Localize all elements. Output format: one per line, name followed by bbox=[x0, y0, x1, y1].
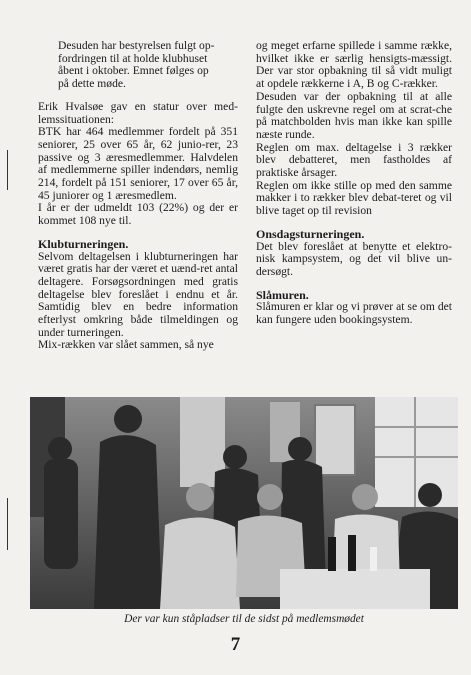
scan-edge-mark-bottom bbox=[7, 498, 8, 550]
scratch-rule-paragraph: Desuden var der opbakning til at alle fulgte den uskrevne regel om at scrat-che på matchbolden hvis man ikke kan spille næste runde. bbox=[256, 89, 452, 141]
section-heading-onsdagsturneringen: Onsdagsturneringen. bbox=[256, 226, 365, 241]
partner-rule-paragraph: Reglen om ikke stille op med den samme makker i to rækker blev debat-teret og vil blive taget op til revision bbox=[256, 178, 452, 218]
section-body-onsdagsturneringen: Det blev foreslået at benytte et elektro-nisk kampsystem, og det vil blive un-dersøgt. bbox=[256, 239, 452, 278]
mix-paragraph-continued: og meget erfarne spillede i samme række, hvilket ikke er særlig hensigts-mæssigt. Der var stor opbakning til så vidt muligt at opdele rækkerne i A, B og C-rækker. bbox=[256, 39, 452, 91]
section-heading-slamuren: Slåmuren. bbox=[256, 287, 309, 302]
page-number: 7 bbox=[230, 634, 241, 655]
membership-stats: BTK har 464 medlemmer fordelt på 351 seniorer, 25 over 65 år, 62 junio-rer, 23 passive og 3 æresmedlemmer. Halvdelen af medlemmerne spiller indendørs, nemlig 214, fordelt på 151 seniorer, 17 over 65 år, 45 juniorer og 1 æresmedlem. bbox=[38, 125, 238, 202]
section-body-slamuren: Slåmuren er klar og vi prøver at se om det kan fungere uden bookingsystem. bbox=[256, 300, 452, 327]
section-heading-klubturneringen: Klubturneringen. bbox=[38, 236, 129, 251]
scan-edge-mark-top bbox=[7, 150, 8, 190]
status-intro: Erik Hvalsøe gav en statur over med-lemssituationen: bbox=[38, 99, 238, 126]
right-column bbox=[256, 40, 452, 327]
meeting-photo-illustration bbox=[30, 397, 458, 609]
mix-paragraph-start: Mix-rækken var slået sammen, så nye bbox=[38, 338, 214, 352]
section-body-klubturneringen: Selvom deltagelsen i klubturneringen har været gratis har der været et uænd-ret antal deltagere. Forsøgsordningen med gratis deltagelse blev foreslået i endnu et år. Samtidig blev en bedre information efterlyst omkring både tilmeldingen og under turneringen. bbox=[38, 249, 238, 339]
intro-paragraph bbox=[38, 40, 238, 91]
rows-rule-paragraph: Reglen om max. deltagelse i 3 rækker blev debatteret, men fastholdes af praktiske årsager. bbox=[256, 140, 452, 180]
intro-line: på dette møde. bbox=[58, 77, 126, 91]
left-column bbox=[38, 40, 238, 352]
photo-caption: Der var kun ståpladser til de sidst på medlemsmødet bbox=[124, 613, 364, 625]
meeting-photo bbox=[30, 397, 458, 609]
intro-line: fordringen til at holde klubhuset bbox=[58, 51, 208, 65]
dropouts-paragraph: I år er der udmeldt 103 (22%) og der er kommet 108 nye til. bbox=[38, 201, 238, 228]
intro-line: Desuden har bestyrelsen fulgt op- bbox=[58, 39, 215, 52]
intro-line: åbent i oktober. Emnet følges op bbox=[58, 64, 209, 78]
